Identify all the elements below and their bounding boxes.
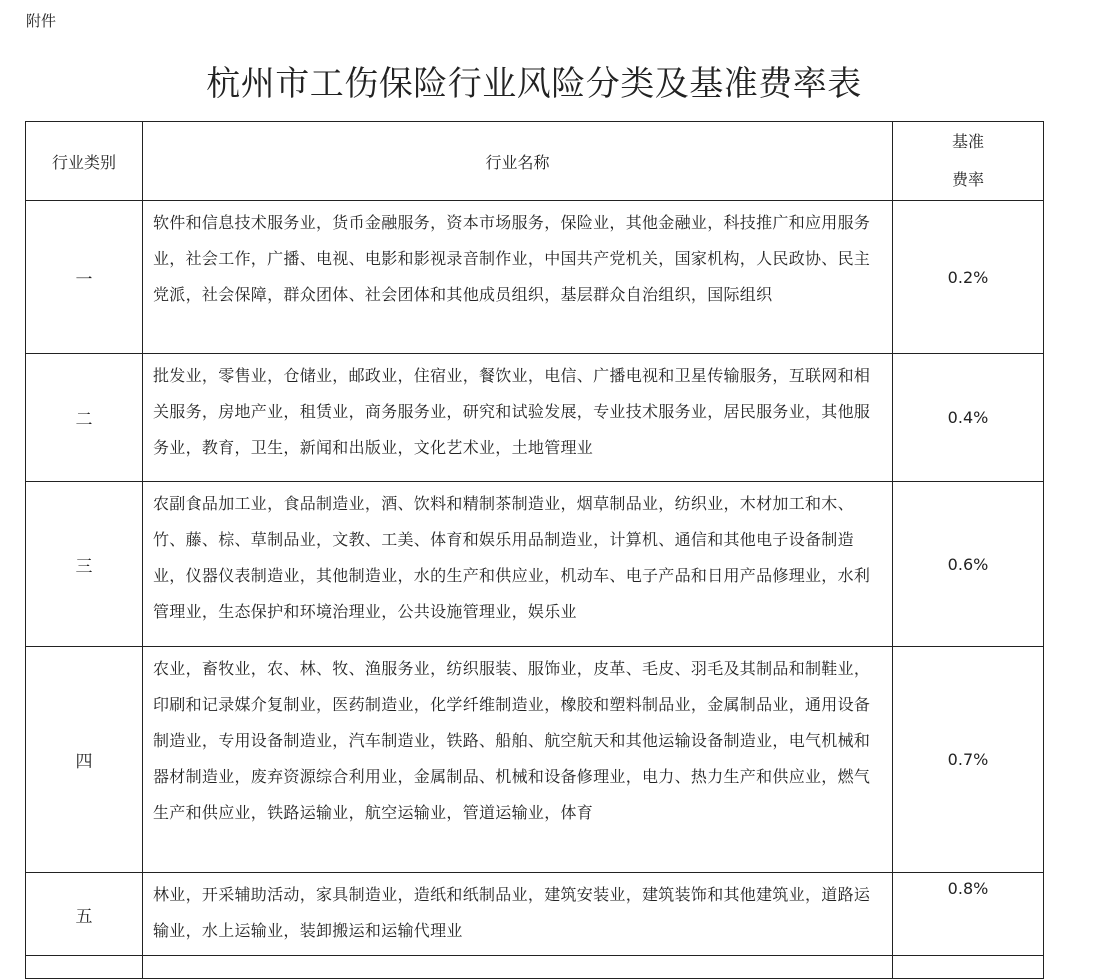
category-cell: 二 [26,354,143,482]
industry-names-cell: 批发业，零售业，仓储业，邮政业，住宿业，餐饮业，电信、广播电视和卫星传输服务，互联网和相关服务，房地产业，租赁业，商务服务业，研究和试验发展，专业技术服务业，居民服务业，其他服务业，教育，卫生，新闻和出版业，文化艺术业，土地管理业 [143,354,893,482]
industry-names-cell: 软件和信息技术服务业，货币金融服务，资本市场服务，保险业，其他金融业，科技推广和应用服务业，社会工作，广播、电视、电影和影视录音制作业，中国共产党机关，国家机构，人民政协、民主党派，社会保障，群众团体、社会团体和其他成员组织，基层群众自治组织，国际组织 [143,201,893,354]
table-row [26,647,1044,873]
rate-cell: 0.7% [893,647,1044,873]
industry-names-cell: 林业，开采辅助活动，家具制造业，造纸和纸制品业，建筑安装业，建筑装饰和其他建筑业，道路运输业，水上运输业，装卸搬运和运输代理业 [143,873,893,956]
header-category: 行业类别 [26,122,143,201]
rate-cell: 0.6% [893,482,1044,647]
header-rate-line1: 基准 [951,132,984,151]
rate-cell: 0.2% [893,201,1044,354]
rate-table [25,121,1044,979]
category-cell: 五 [26,873,143,956]
table-row-partial [26,956,1044,979]
rate-cell: 0.4% [893,354,1044,482]
industry-names-cell: 农副食品加工业，食品制造业，酒、饮料和精制茶制造业，烟草制品业，纺织业，木材加工和木、竹、藤、棕、草制品业，文教、工美、体育和娱乐用品制造业，计算机、通信和其他电子设备制造业，仪器仪表制造业，其他制造业，水的生产和供应业，机动车、电子产品和日用产品修理业，水利管理业，生态保护和环境治理业，公共设施管理业，娱乐业 [143,482,893,647]
category-cell: 一 [26,201,143,354]
category-cell: 三 [26,482,143,647]
table-row [26,201,1044,354]
rate-cell: 0.8% [893,873,1044,956]
table-row [26,873,1044,956]
rate-cell [893,956,1044,979]
industry-names-cell: 农业，畜牧业，农、林、牧、渔服务业，纺织服装、服饰业，皮革、毛皮、羽毛及其制品和制鞋业，印刷和记录媒介复制业，医药制造业，化学纤维制造业，橡胶和塑料制品业，金属制品业，通用设备制造业，专用设备制造业，汽车制造业，铁路、船舶、航空航天和其他运输设备制造业，电气机械和器材制造业，废弃资源综合利用业，金属制品、机械和设备修理业，电力、热力生产和供应业，燃气生产和供应业，铁路运输业，航空运输业，管道运输业，体育 [143,647,893,873]
table-header-row [26,122,1044,201]
header-base-rate [893,122,1044,201]
page-title: 杭州市工伤保险行业风险分类及基准费率表 [206,64,862,104]
table-row [26,354,1044,482]
category-cell: 四 [26,647,143,873]
industry-names-cell [143,956,893,979]
table-row [26,482,1044,647]
category-cell [26,956,143,979]
header-rate-line2: 费率 [951,170,984,189]
attachment-label: 附件 [26,12,57,30]
header-industry-name: 行业名称 [143,122,893,201]
